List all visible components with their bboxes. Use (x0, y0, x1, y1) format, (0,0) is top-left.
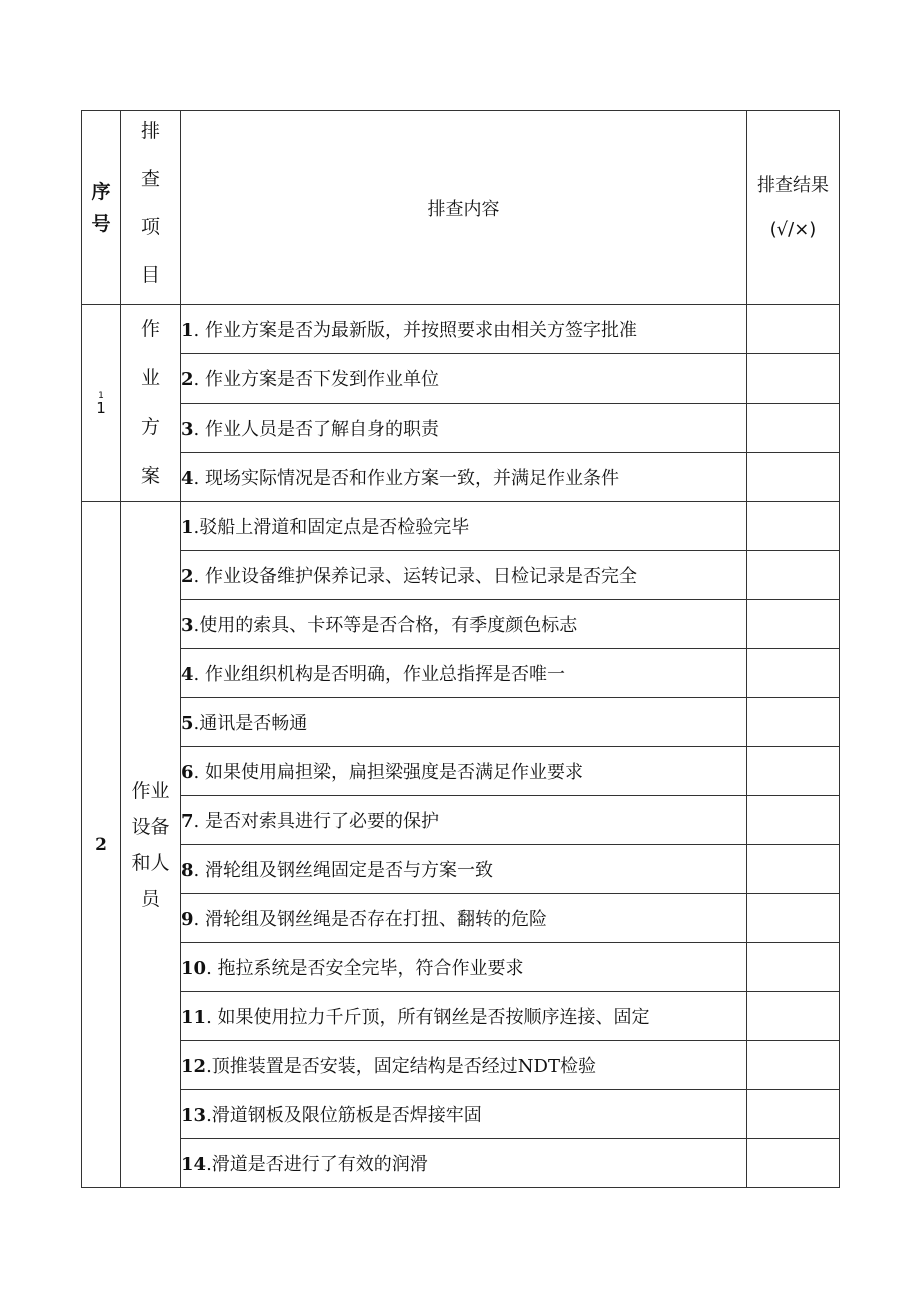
table-row (82, 698, 840, 747)
check-item-body: . 现场实际情况是否和作业方案一致，并满足作业条件 (193, 467, 619, 489)
result-cell[interactable] (747, 502, 840, 551)
section-2-seq-cell: 2 (82, 502, 121, 1188)
check-item-text (181, 698, 747, 747)
table-row (82, 992, 840, 1041)
table-row (82, 551, 840, 600)
check-item-text (181, 551, 747, 600)
check-item-body: . 滑轮组及钢丝绳固定是否与方案一致 (193, 860, 493, 881)
section-1-item-char: 业 (140, 367, 160, 389)
section-1-seq-cell (82, 305, 121, 502)
check-item-body: . 拖拉系统是否安全完毕，符合作业要求 (206, 958, 524, 979)
check-item-text (181, 1041, 747, 1090)
table-row (82, 845, 840, 894)
result-cell[interactable] (747, 796, 840, 845)
check-item-number: 3 (181, 418, 194, 440)
table-row (82, 600, 840, 649)
header-content-cell: 排查内容 (181, 111, 747, 305)
table-row (82, 747, 840, 796)
table-row (82, 1041, 840, 1090)
check-item-text (181, 502, 747, 551)
check-item-body: .通讯是否畅通 (193, 713, 308, 734)
inspection-checklist-table (81, 110, 840, 1188)
table-row (82, 1139, 840, 1188)
check-item-body: . 作业设备维护保养记录、运转记录、日检记录是否完全 (193, 566, 637, 587)
check-item-number: 5 (181, 713, 194, 734)
check-item-number: 14 (181, 1154, 207, 1175)
check-item-body: . 作业方案是否为最新版，并按照要求由相关方签字批准 (193, 320, 637, 342)
result-cell[interactable] (747, 452, 840, 501)
result-cell[interactable] (747, 992, 840, 1041)
result-cell[interactable] (747, 305, 840, 354)
section-1-item-char: 案 (140, 465, 160, 487)
section-2-item-line: 作业 (131, 779, 170, 802)
section-1-item-char: 方 (140, 416, 160, 438)
result-cell[interactable] (747, 403, 840, 452)
check-item-number: 4 (181, 467, 194, 489)
section-2-item-line: 和人 (131, 851, 170, 874)
result-cell[interactable] (747, 649, 840, 698)
result-cell[interactable] (747, 894, 840, 943)
check-item-body: .滑道是否进行了有效的润滑 (206, 1154, 428, 1175)
result-cell[interactable] (747, 747, 840, 796)
check-item-text (181, 747, 747, 796)
check-item-text (181, 649, 747, 698)
check-item-number: 9 (181, 909, 194, 930)
section-1-item-char: 作 (140, 318, 160, 340)
check-item-text (181, 305, 747, 354)
check-item-number: 12 (181, 1056, 207, 1077)
check-item-body: . 如果使用扁担梁，扁担梁强度是否满足作业要求 (193, 762, 583, 783)
section-1-seq: 1 (96, 398, 106, 417)
table-row (82, 943, 840, 992)
table-row (82, 894, 840, 943)
check-item-body: .滑道钢板及限位筋板是否焊接牢固 (206, 1105, 482, 1126)
check-item-number: 8 (181, 860, 194, 881)
check-item-number: 4 (181, 664, 194, 685)
check-item-body: . 是否对索具进行了必要的保护 (193, 811, 439, 832)
check-item-text (181, 943, 747, 992)
table-row (82, 452, 840, 501)
section-2-item-line: 设备 (131, 815, 170, 838)
header-item-cell (121, 111, 181, 305)
header-seq-cell (82, 111, 121, 305)
result-cell[interactable] (747, 698, 840, 747)
table-row (82, 1090, 840, 1139)
table-row (82, 403, 840, 452)
table-row (82, 649, 840, 698)
check-item-text (181, 354, 747, 403)
header-item-char: 项 (140, 216, 160, 238)
check-item-text (181, 600, 747, 649)
header-row (82, 111, 840, 305)
header-result-line1: 排查结果 (757, 174, 829, 196)
table-row (82, 502, 840, 551)
check-item-body: . 作业方案是否下发到作业单位 (193, 369, 439, 391)
result-cell[interactable] (747, 551, 840, 600)
result-cell[interactable] (747, 1139, 840, 1188)
header-seq-line1: 序 (91, 180, 111, 203)
check-item-text (181, 845, 747, 894)
check-item-body: . 作业人员是否了解自身的职责 (193, 418, 439, 440)
header-result-line2: (√/×) (769, 218, 817, 240)
check-item-number: 1 (181, 517, 194, 538)
header-item-char: 目 (140, 264, 160, 286)
check-item-text (181, 992, 747, 1041)
table-row (82, 354, 840, 403)
table-row (82, 305, 840, 354)
check-item-number: 2 (181, 566, 194, 587)
result-cell[interactable] (747, 1041, 840, 1090)
section-1-seq-tiny: 1 (98, 390, 104, 401)
check-item-number: 13 (181, 1105, 207, 1126)
check-item-body: . 滑轮组及钢丝绳是否存在打扭、翻转的危险 (193, 909, 547, 930)
header-result-cell (747, 111, 840, 305)
check-item-body: .驳船上滑道和固定点是否检验完毕 (193, 517, 470, 538)
check-item-text (181, 452, 747, 501)
table-row (82, 796, 840, 845)
section-2-item-cell (121, 502, 181, 1188)
result-cell[interactable] (747, 354, 840, 403)
check-item-number: 6 (181, 762, 194, 783)
check-item-body: . 如果使用拉力千斤顶，所有钢丝是否按顺序连接、固定 (206, 1007, 650, 1028)
check-item-number: 7 (181, 811, 194, 832)
header-seq-line2: 号 (91, 212, 111, 235)
header-item-char: 排 (140, 120, 160, 142)
section-2-item-line: 员 (140, 887, 160, 910)
check-item-number: 3 (181, 615, 194, 636)
check-item-number: 10 (181, 958, 207, 979)
check-item-text (181, 796, 747, 845)
check-item-body: . 作业组织机构是否明确，作业总指挥是否唯一 (193, 664, 565, 685)
check-item-number: 11 (181, 1007, 207, 1028)
result-cell[interactable] (747, 845, 840, 894)
check-item-text (181, 403, 747, 452)
check-item-number: 2 (181, 369, 194, 391)
check-item-text (181, 894, 747, 943)
check-item-text (181, 1090, 747, 1139)
section-1-item-cell (121, 305, 181, 502)
result-cell[interactable] (747, 600, 840, 649)
header-item-char: 查 (140, 168, 160, 190)
check-item-number: 1 (181, 320, 194, 342)
check-item-body: .顶推装置是否安装，固定结构是否经过NDT检验 (206, 1056, 596, 1077)
result-cell[interactable] (747, 1090, 840, 1139)
check-item-body: .使用的索具、卡环等是否合格，有季度颜色标志 (193, 615, 578, 636)
check-item-text (181, 1139, 747, 1188)
result-cell[interactable] (747, 943, 840, 992)
